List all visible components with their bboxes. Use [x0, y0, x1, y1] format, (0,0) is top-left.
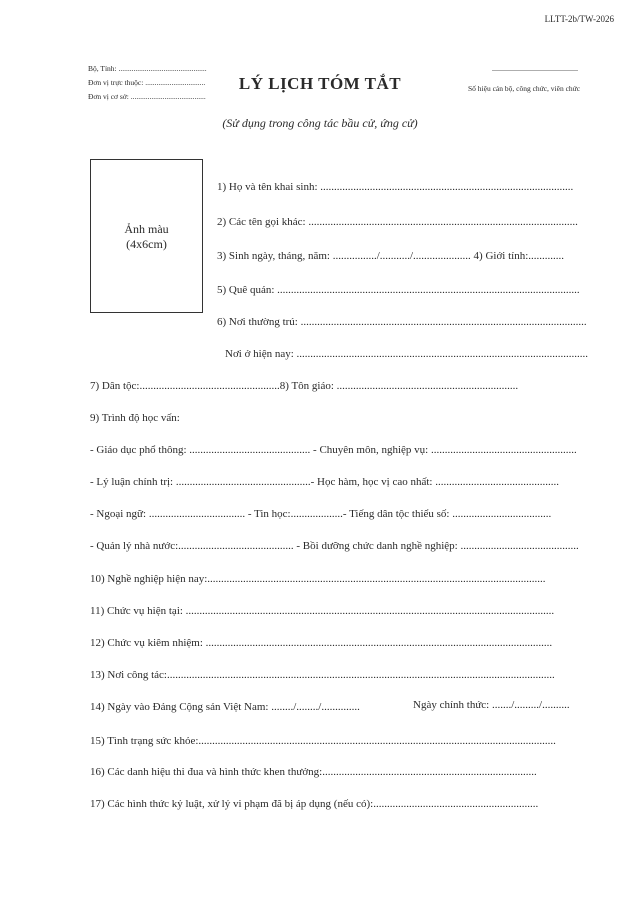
field-permanent-residence: 6) Nơi thường trú: ........................................................................................................	[217, 316, 587, 328]
field-workplace: 13) Nơi công tác:.............................................................................................................................................	[90, 669, 555, 681]
field-languages: - Ngoại ngữ: ................................... - Tin học:...................- Tiếng dân tộc thiểu số: ....................................	[90, 508, 552, 520]
field-full-name: 1) Họ và tên khai sinh: ............................................................................................	[217, 181, 574, 193]
field-education-heading: 9) Trình độ học vấn:	[90, 412, 180, 424]
form-code: LLTT-2b/TW-2026	[544, 14, 614, 24]
field-current-residence: Nơi ở hiện nay: ..........................................................................................................	[225, 348, 589, 360]
field-birth-gender: 3) Sinh ngày, tháng, năm: ................/.........../..................... 4) Giới tính:.............	[217, 250, 565, 262]
field-concurrent-position: 12) Chức vụ kiêm nhiệm: ..............................................................................................................................	[90, 637, 553, 649]
field-awards: 16) Các danh hiệu thi đua và hình thức khen thưởng:..............................................................................	[90, 766, 537, 778]
field-general-education: - Giáo dục phổ thông: ............................................ - Chuyên môn, nghiệp vụ: .....................................................	[90, 444, 577, 456]
field-discipline: 17) Các hình thức kỷ luật, xử lý vi phạm đã bị áp dụng (nếu có):............................................................	[90, 798, 539, 810]
field-state-management: - Quản lý nhà nước:.......................................... - Bồi dưỡng chức danh nghề nghiệp: ...........................................	[90, 540, 579, 552]
page-subtitle: (Sử dụng trong công tác bầu cử, ứng cử)	[222, 116, 418, 130]
header-ministry-line: Bộ, Tỉnh: ...............................................	[88, 64, 207, 73]
field-other-names: 2) Các tên gọi khác: ..................................................................................................	[217, 216, 578, 228]
staff-id-dots: ...........................................	[492, 64, 578, 73]
photo-label: Ảnh màu	[124, 222, 169, 236]
field-ethnicity-religion: 7) Dân tộc:...................................................8) Tôn giáo: ..................................................................	[90, 380, 519, 392]
staff-id-label: Số hiệu cán bộ, công chức, viên chức	[468, 84, 581, 93]
field-health: 15) Tình trạng sức khỏe:..................................................................................................................................	[90, 735, 556, 747]
field-party-join-date: 14) Ngày vào Đảng Cộng sản Việt Nam: ......../......../..............	[90, 701, 360, 713]
field-current-position: 11) Chức vụ hiện tại: ......................................................................................................................................	[90, 605, 555, 617]
page-title: LÝ LỊCH TÓM TẮT	[238, 74, 402, 93]
field-party-official-date: Ngày chính thức: ......./........./..........	[413, 699, 570, 711]
field-political-theory: - Lý luận chính trị: .................................................- Học hàm, học vị cao nhất: .............................................	[90, 476, 559, 488]
header-unit-line: Đơn vị trực thuộc: ................................	[88, 78, 206, 87]
header-base-unit-line: Đơn vị cơ sở: ........................................	[88, 92, 206, 101]
photo-box	[90, 159, 203, 313]
photo-size: (4x6cm)	[126, 237, 167, 251]
field-hometown: 5) Quê quán: ..............................................................................................................	[217, 284, 580, 296]
field-occupation: 10) Nghề nghiệp hiện nay:...........................................................................................................................	[90, 573, 546, 585]
